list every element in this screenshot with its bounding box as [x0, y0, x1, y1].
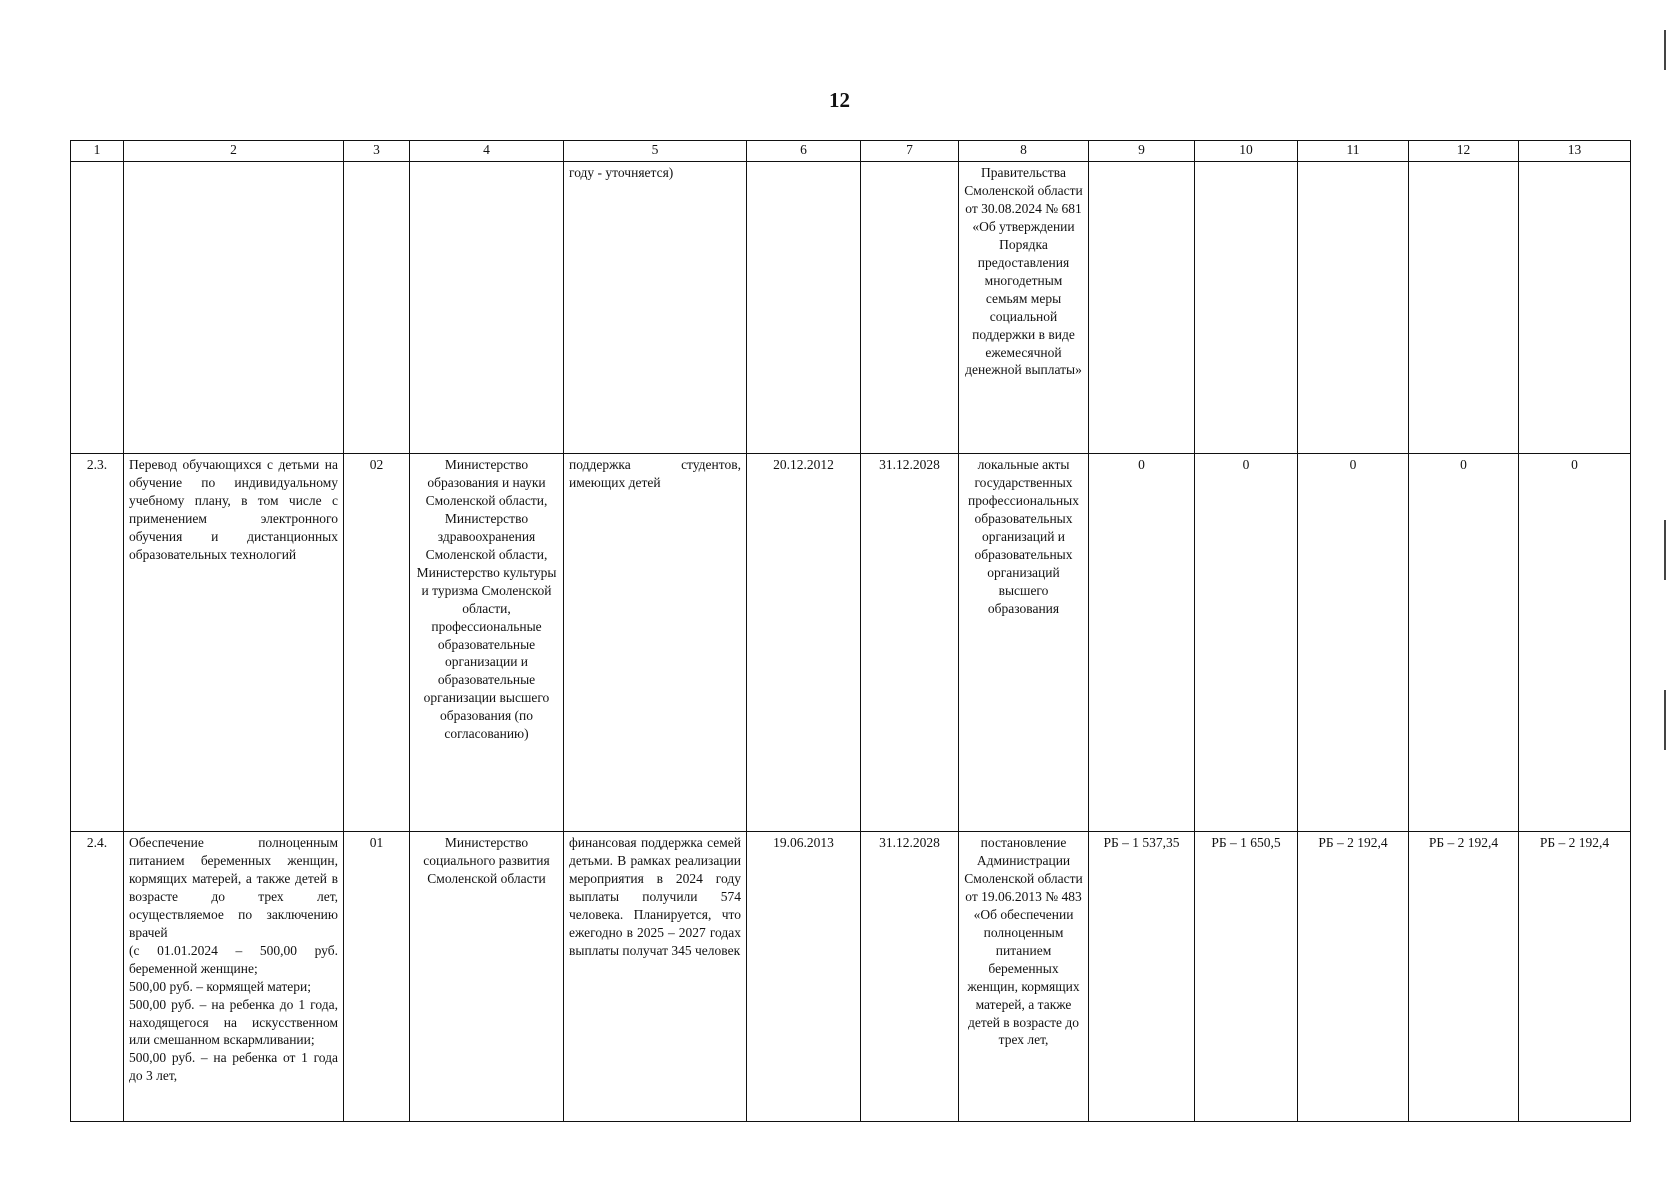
column-header: 4	[410, 141, 564, 162]
column-header: 6	[747, 141, 861, 162]
measure-code: 02	[344, 454, 410, 832]
measure-executor: Министерство образования и науки Смоленской области, Министерство здравоохранения Смоленской области, Министерство культуры и туризма Смоленской области, профессиональные образовательные организации и образовательные организации высшего образования (по согласованию)	[410, 454, 564, 832]
measure-value-col9: 0	[1089, 454, 1195, 832]
measure-value-col13: 0	[1519, 454, 1631, 832]
measure-value-col10	[1195, 162, 1298, 454]
column-header: 1	[71, 141, 124, 162]
column-header: 3	[344, 141, 410, 162]
measure-end-date: 31.12.2028	[861, 454, 959, 832]
column-header: 2	[124, 141, 344, 162]
measure-number	[71, 162, 124, 454]
measure-legal-act: Правительства Смоленской области от 30.08.2024 № 681 «Об утверждении Порядка предоставления многодетным семьям меры социальной поддержки в виде ежемесячной денежной выплаты»	[959, 162, 1089, 454]
measure-code	[344, 162, 410, 454]
measure-executor: Министерство социального развития Смоленской области	[410, 832, 564, 1122]
page-number: 12	[829, 88, 850, 112]
measure-value-col12: 0	[1409, 454, 1519, 832]
scan-edge-mark	[1664, 520, 1666, 580]
measure-value-col13	[1519, 162, 1631, 454]
column-header: 9	[1089, 141, 1195, 162]
measure-code: 01	[344, 832, 410, 1122]
measure-result: финансовая поддержка семей детьми. В рамках реализации мероприятия в 2024 году выплаты получили 574 человека. Планируется, что ежегодно в 2025 – 2027 годах выплаты получат 345 человек	[564, 832, 747, 1122]
measure-value-col12	[1409, 162, 1519, 454]
measure-start-date: 20.12.2012	[747, 454, 861, 832]
column-header: 11	[1298, 141, 1409, 162]
measures-table	[70, 140, 1631, 1122]
column-number-row	[71, 141, 1631, 162]
column-header: 10	[1195, 141, 1298, 162]
column-header: 13	[1519, 141, 1631, 162]
measure-legal-act: постановление Администрации Смоленской области от 19.06.2013 № 483 «Об обеспечении полноценным питанием беременных женщин, кормящих матерей, а также детей в возрасте до трех лет,	[959, 832, 1089, 1122]
table-row-continuation	[71, 162, 1631, 454]
column-header: 5	[564, 141, 747, 162]
measure-value-col11	[1298, 162, 1409, 454]
measure-start-date: 19.06.2013	[747, 832, 861, 1122]
measure-number: 2.3.	[71, 454, 124, 832]
measure-value-col10: 0	[1195, 454, 1298, 832]
measure-end-date: 31.12.2028	[861, 832, 959, 1122]
measure-executor	[410, 162, 564, 454]
measure-legal-act: локальные акты государственных профессиональных образовательных организаций и образовательных организаций высшего образования	[959, 454, 1089, 832]
measure-value-col12: РБ – 2 192,4	[1409, 832, 1519, 1122]
measure-end-date	[861, 162, 959, 454]
table-row-2-4	[71, 832, 1631, 1122]
measure-value-col10: РБ – 1 650,5	[1195, 832, 1298, 1122]
measure-result: поддержка студентов, имеющих детей	[564, 454, 747, 832]
measure-value-col9	[1089, 162, 1195, 454]
measure-number: 2.4.	[71, 832, 124, 1122]
measure-name: Обеспечение полноценным питанием беременных женщин, кормящих матерей, а также детей в возрасте до трех лет, осуществляемое по заключению врачей (с 01.01.2024 – 500,00 руб. беременной женщине; 500,00 руб. – кормящей матери; 500,00 руб. – на ребенка до 1 года, находящегося на искусственном или смешанном вскармливании; 500,00 руб. – на ребенка от 1 года до 3 лет,	[124, 832, 344, 1122]
measure-value-col13: РБ – 2 192,4	[1519, 832, 1631, 1122]
measure-name: Перевод обучающихся с детьми на обучение по индивидуальному учебному плану, в том числе с применением электронного обучения и дистанционных образовательных технологий	[124, 454, 344, 832]
column-header: 7	[861, 141, 959, 162]
measure-value-col9: РБ – 1 537,35	[1089, 832, 1195, 1122]
measure-result: году - уточняется)	[564, 162, 747, 454]
scan-edge-mark	[1664, 30, 1666, 70]
column-header: 12	[1409, 141, 1519, 162]
measure-name	[124, 162, 344, 454]
column-header: 8	[959, 141, 1089, 162]
scan-edge-mark	[1664, 690, 1666, 750]
table-row-2-3	[71, 454, 1631, 832]
measure-start-date	[747, 162, 861, 454]
measure-value-col11: РБ – 2 192,4	[1298, 832, 1409, 1122]
measure-value-col11: 0	[1298, 454, 1409, 832]
